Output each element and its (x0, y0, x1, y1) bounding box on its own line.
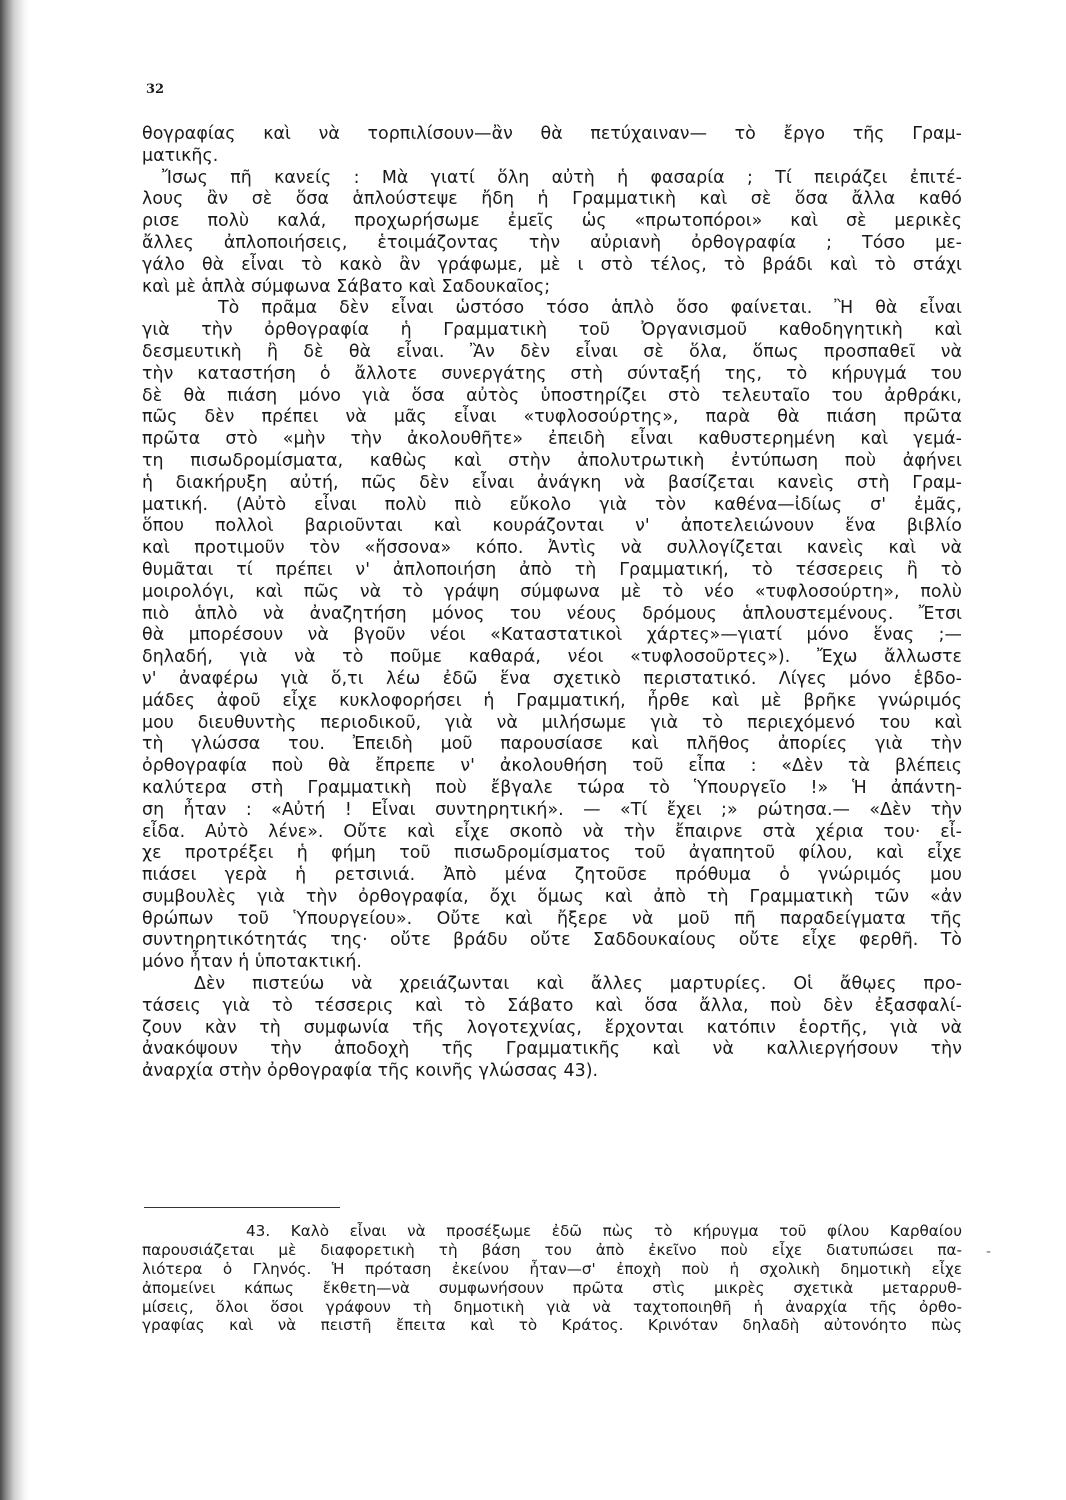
text-line: ὀρθογραφία ποὺ θὰ ἔπρεπε ν' ἀκολουθήση τοῦ εἶπα : «Δὲν τὰ βλέπεις (142, 756, 962, 777)
text-line: ἄλλες ἀπλοποιήσεις, ἑτοιμάζοντας τὴν αὐριανὴ ὀρθογραφία ; Τόσο με- (142, 232, 962, 253)
text-line: Τὸ πρᾶμα δὲν εἶναι ὡστόσο τόσο ἁπλὸ ὅσο φαίνεται. Ἢ θὰ εἶναι (218, 298, 962, 319)
footnote-line: μίσεις, ὅλοι ὅσοι γράφουν τὴ δημοτικὴ γιὰ νὰ ταχτοποιηθῆ ἡ ἀναρχία τῆς ὀρθο- (142, 1297, 962, 1316)
text-line: Ἴσως πῆ κανείς : Μὰ γιατί ὅλη αὐτὴ ἡ φασαρία ; Τί πειράζει ἐπιτέ- (162, 167, 962, 188)
text-line: θρώπων τοῦ Ὑπουργείου». Οὔτε καὶ ἤξερε νὰ μοῦ πῆ παραδείγματα τῆς (142, 908, 962, 929)
footnote-separator (144, 1207, 340, 1208)
text-line: θογραφίας καὶ νὰ τορπιλίσουν—ἂν θὰ πετύχαιναν— τὸ ἔργο τῆς Γραμ- (142, 124, 962, 144)
text-line: ρισε πολὺ καλά, προχωρήσωμε ἐμεῖς ὡς «πρωτοπόροι» καὶ σὲ μερικὲς (142, 211, 962, 232)
text-line: πῶς δὲν πρέπει νὰ μᾶς εἶναι «τυφλοσούρτης», παρὰ θὰ πιάση πρῶτα (142, 407, 962, 428)
text-line: χε προτρέξει ἡ φήμη τοῦ πισωδρομίσματος τοῦ ἀγαπητοῦ φίλου, καὶ εἶχε (142, 843, 962, 864)
text-line: ζουν κὰν τὴ συμφωνία τῆς λογοτεχνίας, ἔρχονται κατόπιν ἑορτῆς, γιὰ νὰ (142, 1017, 962, 1038)
text-line: ἀναρχία στὴν ὀρθογραφία τῆς κοινῆς γλώσσας 43). (142, 1061, 599, 1082)
footnote-line: ἀπομείνει κάπως ἔκθετη—νὰ συμφωνήσουν πρῶτα στὶς μικρὲς σχετικὰ μεταρρυθ- (142, 1278, 962, 1297)
footnote-line: λιότερα ὁ Γληνός. Ἡ πρόταση ἐκείνου ἦταν—σ' ἐποχὴ ποὺ ἡ σχολικὴ δημοτικὴ εἶχε (142, 1259, 962, 1278)
text-line: ὅπου πολλοὶ βαριοῦνται καὶ κουράζονται ν' ἀποτελειώνουν ἕνα βιβλίο (142, 516, 962, 537)
text-line: ση ἦταν : «Αὐτή ! Εἶναι συντηρητική». — «Τί ἔχει ;» ρώτησα.— «Δὲν τὴν (142, 799, 962, 820)
footnote-line: παρουσιάζεται μὲ διαφορετικὴ τὴ βάση του ἀπὸ ἐκεῖνο ποὺ εἶχε διατυπώσει πα- (142, 1240, 962, 1259)
text-line: πιὸ ἁπλὸ νὰ ἀναζητήση μόνος του νέους δρόμους ἁπλουστεμένους. Ἔτσι (142, 603, 962, 624)
text-line: εἶδα. Αὐτὸ λένε». Οὔτε καὶ εἶχε σκοπὸ νὰ τὴν ἔπαιρνε στὰ χέρια του· εἶ- (142, 821, 962, 842)
main-text (142, 124, 962, 1083)
footnote-line: γραφίας καὶ νὰ πειστῆ ἔπειτα καὶ τὸ Κράτος. Κρινόταν δηλαδὴ αὐτονόητο πὼς (142, 1316, 962, 1335)
text-line: λους ἂν σὲ ὅσα ἁπλούστεψε ἤδη ἡ Γραμματικὴ καὶ σὲ ὅσα ἄλλα καθό (142, 189, 962, 210)
text-line: πρῶτα στὸ «μὴν τὴν ἀκολουθῆτε» ἐπειδὴ εἶναι καθυστερημένη καὶ γεμά- (142, 429, 962, 450)
text-line: μάδες ἀφοῦ εἶχε κυκλοφορήσει ἡ Γραμματική, ἦρθε καὶ μὲ βρῆκε γνώριμός (142, 690, 962, 711)
text-line: ν' ἀναφέρω γιὰ ὅ,τι λέω ἐδῶ ἕνα σχετικὸ περιστατικό. Λίγες μόνο ἑβδο- (142, 668, 962, 689)
text-line: ματική. (Αὐτὸ εἶναι πολὺ πιὸ εὔκολο γιὰ τὸν καθένα—ἰδίως σ' ἐμᾶς, (142, 494, 962, 515)
text-line: τὴν καταστήση ὁ ἄλλοτε συνεργάτης στὴ σύνταξή της, τὸ κήρυγμά του (142, 363, 962, 384)
text-line: καὶ προτιμοῦν τὸν «ἥσσονα» κόπο. Ἀντὶς νὰ συλλογίζεται κανεὶς καὶ νὰ (142, 538, 962, 559)
text-line: μου διευθυντὴς περιοδικοῦ, γιὰ νὰ μιλήσωμε γιὰ τὸ περιεχόμενό του καὶ (142, 712, 962, 733)
page-number: 32 (146, 82, 165, 97)
margin-mark: - (986, 1244, 992, 1260)
text-line: καλύτερα στὴ Γραμματικὴ ποὺ ἔβγαλε τώρα τὸ Ὑπουργεῖο !» Ἡ ἀπάντη- (142, 777, 962, 798)
page-binding-shadow (0, 0, 30, 1500)
text-line: γάλο θὰ εἶναι τὸ κακὸ ἂν γράφωμε, μὲ ι στὸ τέλος, τὸ βράδι καὶ τὸ στάχι (142, 254, 962, 275)
text-line: Δὲν πιστεύω νὰ χρειάζωνται καὶ ἄλλες μαρτυρίες. Οἱ ἄθῳες προ- (194, 974, 962, 995)
text-line: δὲ θὰ πιάση μόνο γιὰ ὅσα αὐτὸς ὑποστηρίζει στὸ τελευταῖο του ἀρθράκι, (142, 385, 962, 406)
text-line: θὰ μπορέσουν νὰ βγοῦν νέοι «Καταστατικοὶ χάρτες»—γιατί μόνο ἕνας ;— (142, 625, 962, 646)
text-line: μοιρολόγι, καὶ πῶς νὰ τὸ γράψη σύμφωνα μὲ τὸ νέο «τυφλοσούρτη», πολὺ (142, 581, 962, 602)
footnote-line: 43. Καλὸ εἶναι νὰ προσέξωμε ἐδῶ πὼς τὸ κήρυγμα τοῦ φίλου Καρθαίου (246, 1222, 962, 1240)
text-line: δεσμευτικὴ ἢ δὲ θὰ εἶναι. Ἂν δὲν εἶναι σὲ ὅλα, ὅπως προσπαθεῖ νὰ (142, 341, 962, 362)
text-line: καὶ μὲ ἁπλὰ σύμφωνα Σάβατο καὶ Σαδουκαῖος; (142, 276, 551, 297)
text-line: ἡ διακήρυξη αὐτή, πῶς δὲν εἶναι ἀνάγκη νὰ βασίζεται κανεὶς στὴ Γραμ- (142, 472, 962, 493)
text-line: δηλαδή, γιὰ νὰ τὸ ποῦμε καθαρά, νέοι «τυφλοσοῦρτες»). Ἔχω ἄλλωστε (142, 647, 962, 668)
text-line: ματικῆς. (142, 145, 219, 166)
text-line: τάσεις γιὰ τὸ τέσσερις καὶ τὸ Σάβατο καὶ ὅσα ἄλλα, ποὺ δὲν ἐξασφαλί- (142, 995, 962, 1016)
text-line: πιάσει γερὰ ἡ ρετσινιά. Ἀπὸ μένα ζητοῦσε πρόθυμα ὁ γνώριμός μου (142, 865, 962, 886)
text-line: τὴ γλώσσα του. Ἐπειδὴ μοῦ παρουσίασε καὶ πλῆθος ἀπορίες γιὰ τὴν (142, 734, 962, 755)
text-line: τη πισωδρομίσματα, καθὼς καὶ στὴν ἀπολυτρωτικὴ ἐντύπωση ποὺ ἀφήνει (142, 450, 962, 471)
footnotes (142, 1222, 962, 1335)
text-line: συμβουλὲς γιὰ τὴν ὀρθογραφία, ὄχι ὅμως καὶ ἀπὸ τὴ Γραμματικὴ τῶν «ἀν (142, 886, 962, 907)
text-line: συντηρητικότητάς της· οὔτε βράδυ οὔτε Σαδδουκαίους οὔτε εἶχε φερθῆ. Τὸ (142, 930, 962, 951)
text-line: γιὰ τὴν ὀρθογραφία ἡ Γραμματικὴ τοῦ Ὀργανισμοῦ καθοδηγητικὴ καὶ (142, 320, 962, 341)
text-line: ἀνακόψουν τὴν ἀποδοχὴ τῆς Γραμματικῆς καὶ νὰ καλλιεργήσουν τὴν (142, 1039, 962, 1060)
text-line: θυμᾶται τί πρέπει ν' ἀπλοποιήση ἀπὸ τὴ Γραμματική, τὸ τέσσερεις ἢ τὸ (142, 559, 962, 580)
text-line: μόνο ἦταν ἡ ὑποτακτική. (142, 952, 362, 973)
